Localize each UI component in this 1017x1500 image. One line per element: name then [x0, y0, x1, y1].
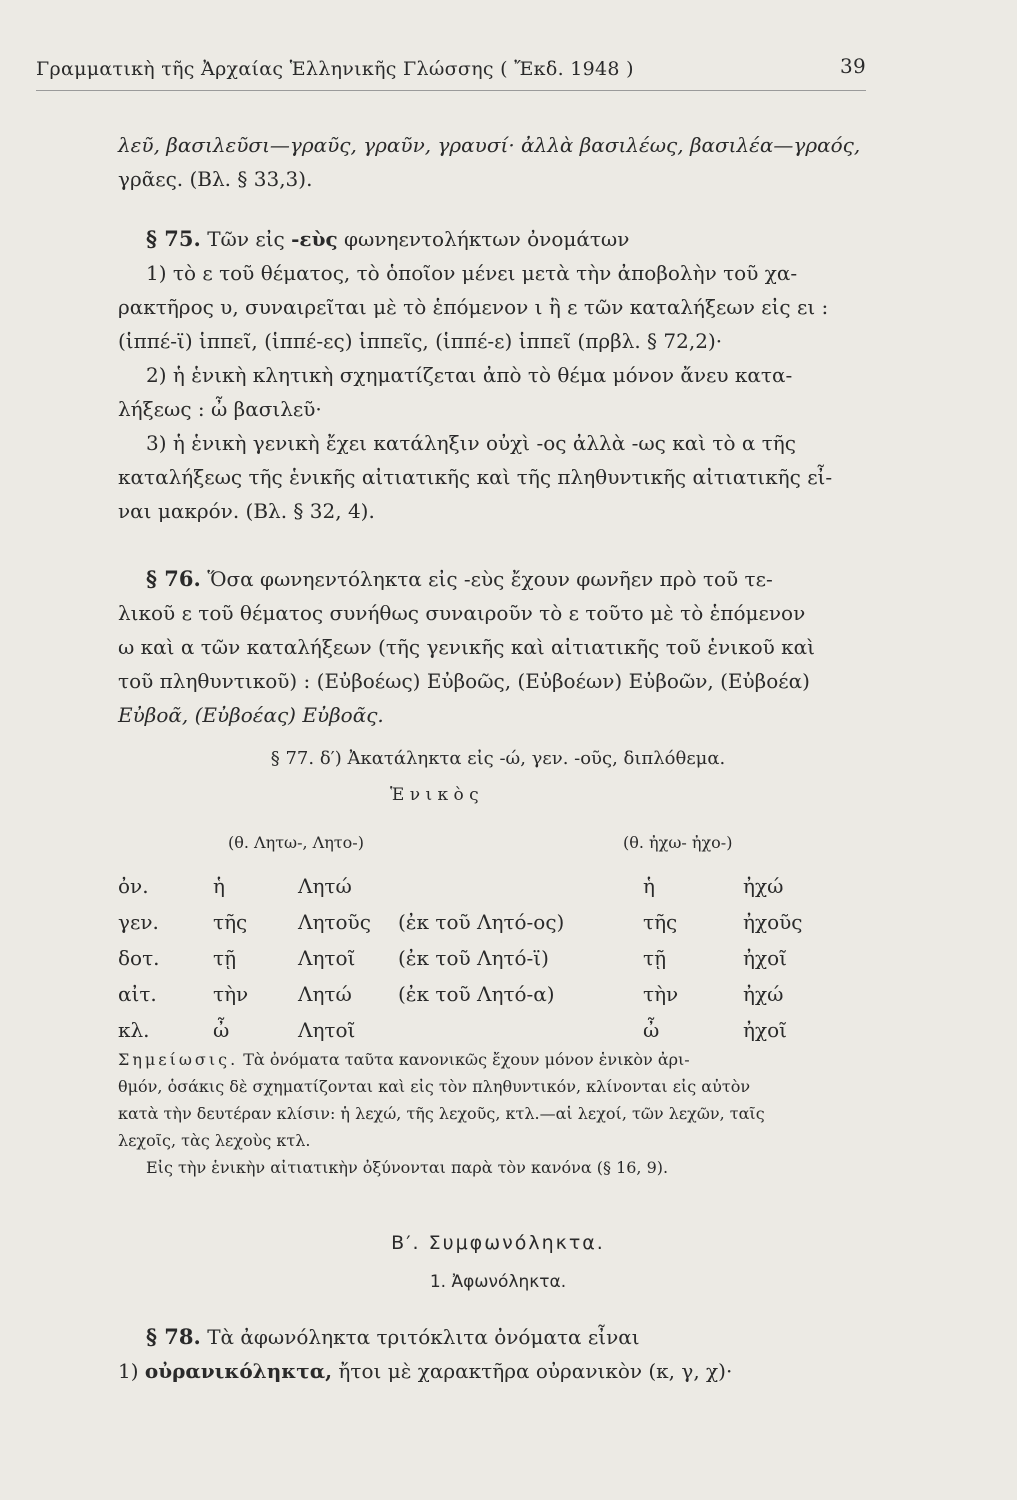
text-span: Τῶν εἰς — [207, 227, 285, 251]
declension-cell-art2: τὴν — [643, 982, 679, 1006]
text-line: λικοῦ ε τοῦ θέματος συνήθως συναιροῦν τὸ ε τοῦτο μὲ τὸ ἑπόμενον — [118, 601, 806, 625]
declension-cell-note: (ἐκ τοῦ Λητό-α) — [398, 982, 555, 1006]
text-line: 3) ἡ ἑνικὴ γενικὴ ἔχει κατάληξιν οὐχὶ -ος ἀλλὰ -ως καὶ τὸ α τῆς — [146, 431, 796, 455]
text-line: λήξεως : ὦ βασιλεῦ· — [118, 397, 322, 421]
declension-cell-art1: ἡ — [213, 874, 225, 898]
section-78 — [118, 1320, 878, 1388]
text-line: κατὰ τὴν δευτέραν κλίσιν: ἡ λεχώ, τῆς λεχοῦς, κτλ.—αἱ λεχοί, τῶν λεχῶν, ταῖς — [118, 1104, 765, 1123]
declension-row — [118, 904, 863, 940]
declension-cell-form2: ἠχοῦς — [743, 910, 803, 934]
text-line: τοῦ πληθυντικοῦ) : (Εὐβοέως) Εὐβοῶς, (Εὐβοέων) Εὐβοῶν, (Εὐβοέα) — [118, 669, 810, 693]
section-75-intro — [118, 222, 878, 256]
section-76-first-line — [118, 562, 878, 596]
section-b-heading: Β′. Συμφωνόληκτα. — [391, 1232, 605, 1254]
text-line: λεῦ, βασιλεῦσι—γραῦς, γραῦν, γραυσί· ἀλλὰ βασιλέως, βασιλέα—γραός, — [118, 133, 861, 157]
note-label: Σημείωσις. — [118, 1050, 239, 1069]
section-77-heading: § 77. δ′) Ἀκατάληκτα εἰς -ώ, γεν. -οῦς, διπλόθεμα. — [270, 748, 726, 769]
declension-cell-art2: ὦ — [643, 1018, 660, 1042]
section-78-first-line — [118, 1320, 878, 1354]
text-span: Τὰ ὀνόματα ταῦτα κανονικῶς ἔχουν μόνον ἑνικὸν ἀρι- — [243, 1050, 690, 1069]
declension-cell-form2: ἠχοῖ — [743, 1018, 787, 1042]
text-line: γρᾶες. (Βλ. § 33,3). — [118, 167, 313, 191]
declension-cell-case: κλ. — [118, 1018, 150, 1042]
declension-cell-note — [398, 868, 643, 904]
text-line: 1) τὸ ε τοῦ θέματος, τὸ ὁποῖον μένει μετὰ τὴν ἀποβολὴν τοῦ χα- — [146, 261, 798, 285]
header-rule — [36, 90, 866, 91]
declension-cell-form1: Λητοῖ — [298, 1018, 356, 1042]
text-line: 2) ἡ ἑνικὴ κλητικὴ σχηματίζεται ἀπὸ τὸ θέμα μόνον ἄνευ κατα- — [146, 363, 793, 387]
declension-row — [118, 940, 863, 976]
declension-row — [118, 1012, 863, 1048]
text-span: 1) — [118, 1359, 139, 1383]
note-block — [118, 1046, 878, 1181]
text-line: ναι μακρόν. (Βλ. § 32, 4). — [118, 499, 375, 523]
declension-cell-form1: Λητώ — [298, 874, 352, 898]
section-75 — [118, 222, 878, 528]
declension-cell-case: ὀν. — [118, 874, 149, 898]
declension-cell-case: γεν. — [118, 910, 159, 934]
declension-cell-art1: ὦ — [213, 1018, 230, 1042]
section-78-second-line — [118, 1354, 878, 1388]
text-span: ἤτοι μὲ χαρακτῆρα οὐρανικὸν (κ, γ, χ)· — [338, 1359, 733, 1383]
declension-cell-art2: ἡ — [643, 874, 655, 898]
text-line: καταλήξεως τῆς ἑνικῆς αἰτιατικῆς καὶ τῆς πληθυντικῆς αἰτιατικῆς εἶ- — [118, 465, 833, 489]
declension-cell-case: δοτ. — [118, 946, 160, 970]
section-number: § 78. — [146, 1324, 201, 1349]
declension-cell-form2: ἠχώ — [743, 982, 784, 1006]
declension-cell-form1: Λητώ — [298, 982, 352, 1006]
section-b-subheading: 1. Ἀφωνόληκτα. — [429, 1272, 567, 1292]
declension-cell-form2: ἠχώ — [743, 874, 784, 898]
text-line: (ἱππέ-ϊ) ἱππεῖ, (ἱππέ-ες) ἱππεῖς, (ἱππέ-ε) ἱππεῖ (πρβλ. § 72,2)· — [118, 329, 723, 353]
declension-cell-form1: Λητοῖ — [298, 946, 356, 970]
declension-cell-note: (ἐκ τοῦ Λητό-ος) — [398, 910, 565, 934]
page-number: 39 — [839, 54, 866, 78]
ending-term: -εὺς — [291, 227, 338, 251]
text-line: Εἰς τὴν ἑνικὴν αἰτιατικὴν ὀξύνονται παρὰ τὸν κανόνα (§ 16, 9). — [146, 1158, 669, 1177]
para-continuation — [118, 128, 878, 196]
declension-table — [118, 868, 863, 1048]
declension-cell-note: (ἐκ τοῦ Λητό-ϊ) — [398, 946, 549, 970]
text-line: ω καὶ α τῶν καταλήξεων (τῆς γενικῆς καὶ αἰτιατικῆς τοῦ ἑνικοῦ καὶ — [118, 635, 815, 659]
declension-cell-art1: τῆς — [213, 910, 248, 934]
section-number: § 76. — [146, 566, 201, 591]
declension-cell-art1: τὴν — [213, 982, 249, 1006]
header-title: Γραμματικὴ τῆς Ἀρχαίας Ἑλληνικῆς Γλώσσης ( Ἔκδ. 1948 ) — [36, 58, 634, 80]
theme-right: (θ. ἠχω- ἠχο-) — [623, 833, 733, 852]
declension-cell-art2: τῆς — [643, 910, 678, 934]
text-line: λεχοῖς, τὰς λεχοὺς κτλ. — [118, 1131, 311, 1150]
theme-left: (θ. Λητω-, Λητο-) — [228, 833, 364, 852]
section-76 — [118, 562, 878, 732]
declension-cell-case: αἰτ. — [118, 982, 157, 1006]
running-header — [36, 54, 866, 80]
declension-cell-art2: τῇ — [643, 946, 667, 970]
text-line: Εὐβοᾶ, (Εὐβοέας) Εὐβοᾶς. — [118, 703, 384, 727]
text-line: ρακτῆρος υ, συναιρεῖται μὲ τὸ ἑπόμενον ι ἢ ε τῶν καταλήξεων εἰς ει : — [118, 295, 829, 319]
text-span: φωνηεντολήκτων ὀνομάτων — [344, 227, 630, 251]
term-bold: οὐρανικόληκτα, — [144, 1359, 333, 1383]
text-span: Ὅσα φωνηεντόληκτα εἰς -εὺς ἔχουν φωνῆεν πρὸ τοῦ τε- — [207, 567, 773, 591]
declension-cell-form1: Λητοῦς — [298, 910, 371, 934]
declension-cell-note — [398, 1012, 643, 1048]
declension-cell-art1: τῇ — [213, 946, 237, 970]
declension-cell-form2: ἠχοῖ — [743, 946, 787, 970]
text-span: Τὰ ἀφωνόληκτα τριτόκλιτα ὀνόματα εἶναι — [207, 1325, 640, 1349]
note-first-line — [118, 1046, 878, 1073]
declension-row — [118, 868, 863, 904]
section-number: § 75. — [146, 226, 201, 251]
number-label: Ἑ ν ι κ ὸ ς — [390, 785, 479, 805]
text-line: θμόν, ὁσάκις δὲ σχηματίζονται καὶ εἰς τὸν πληθυντικόν, κλίνονται εἰς αὐτὸν — [118, 1077, 751, 1096]
declension-row — [118, 976, 863, 1012]
